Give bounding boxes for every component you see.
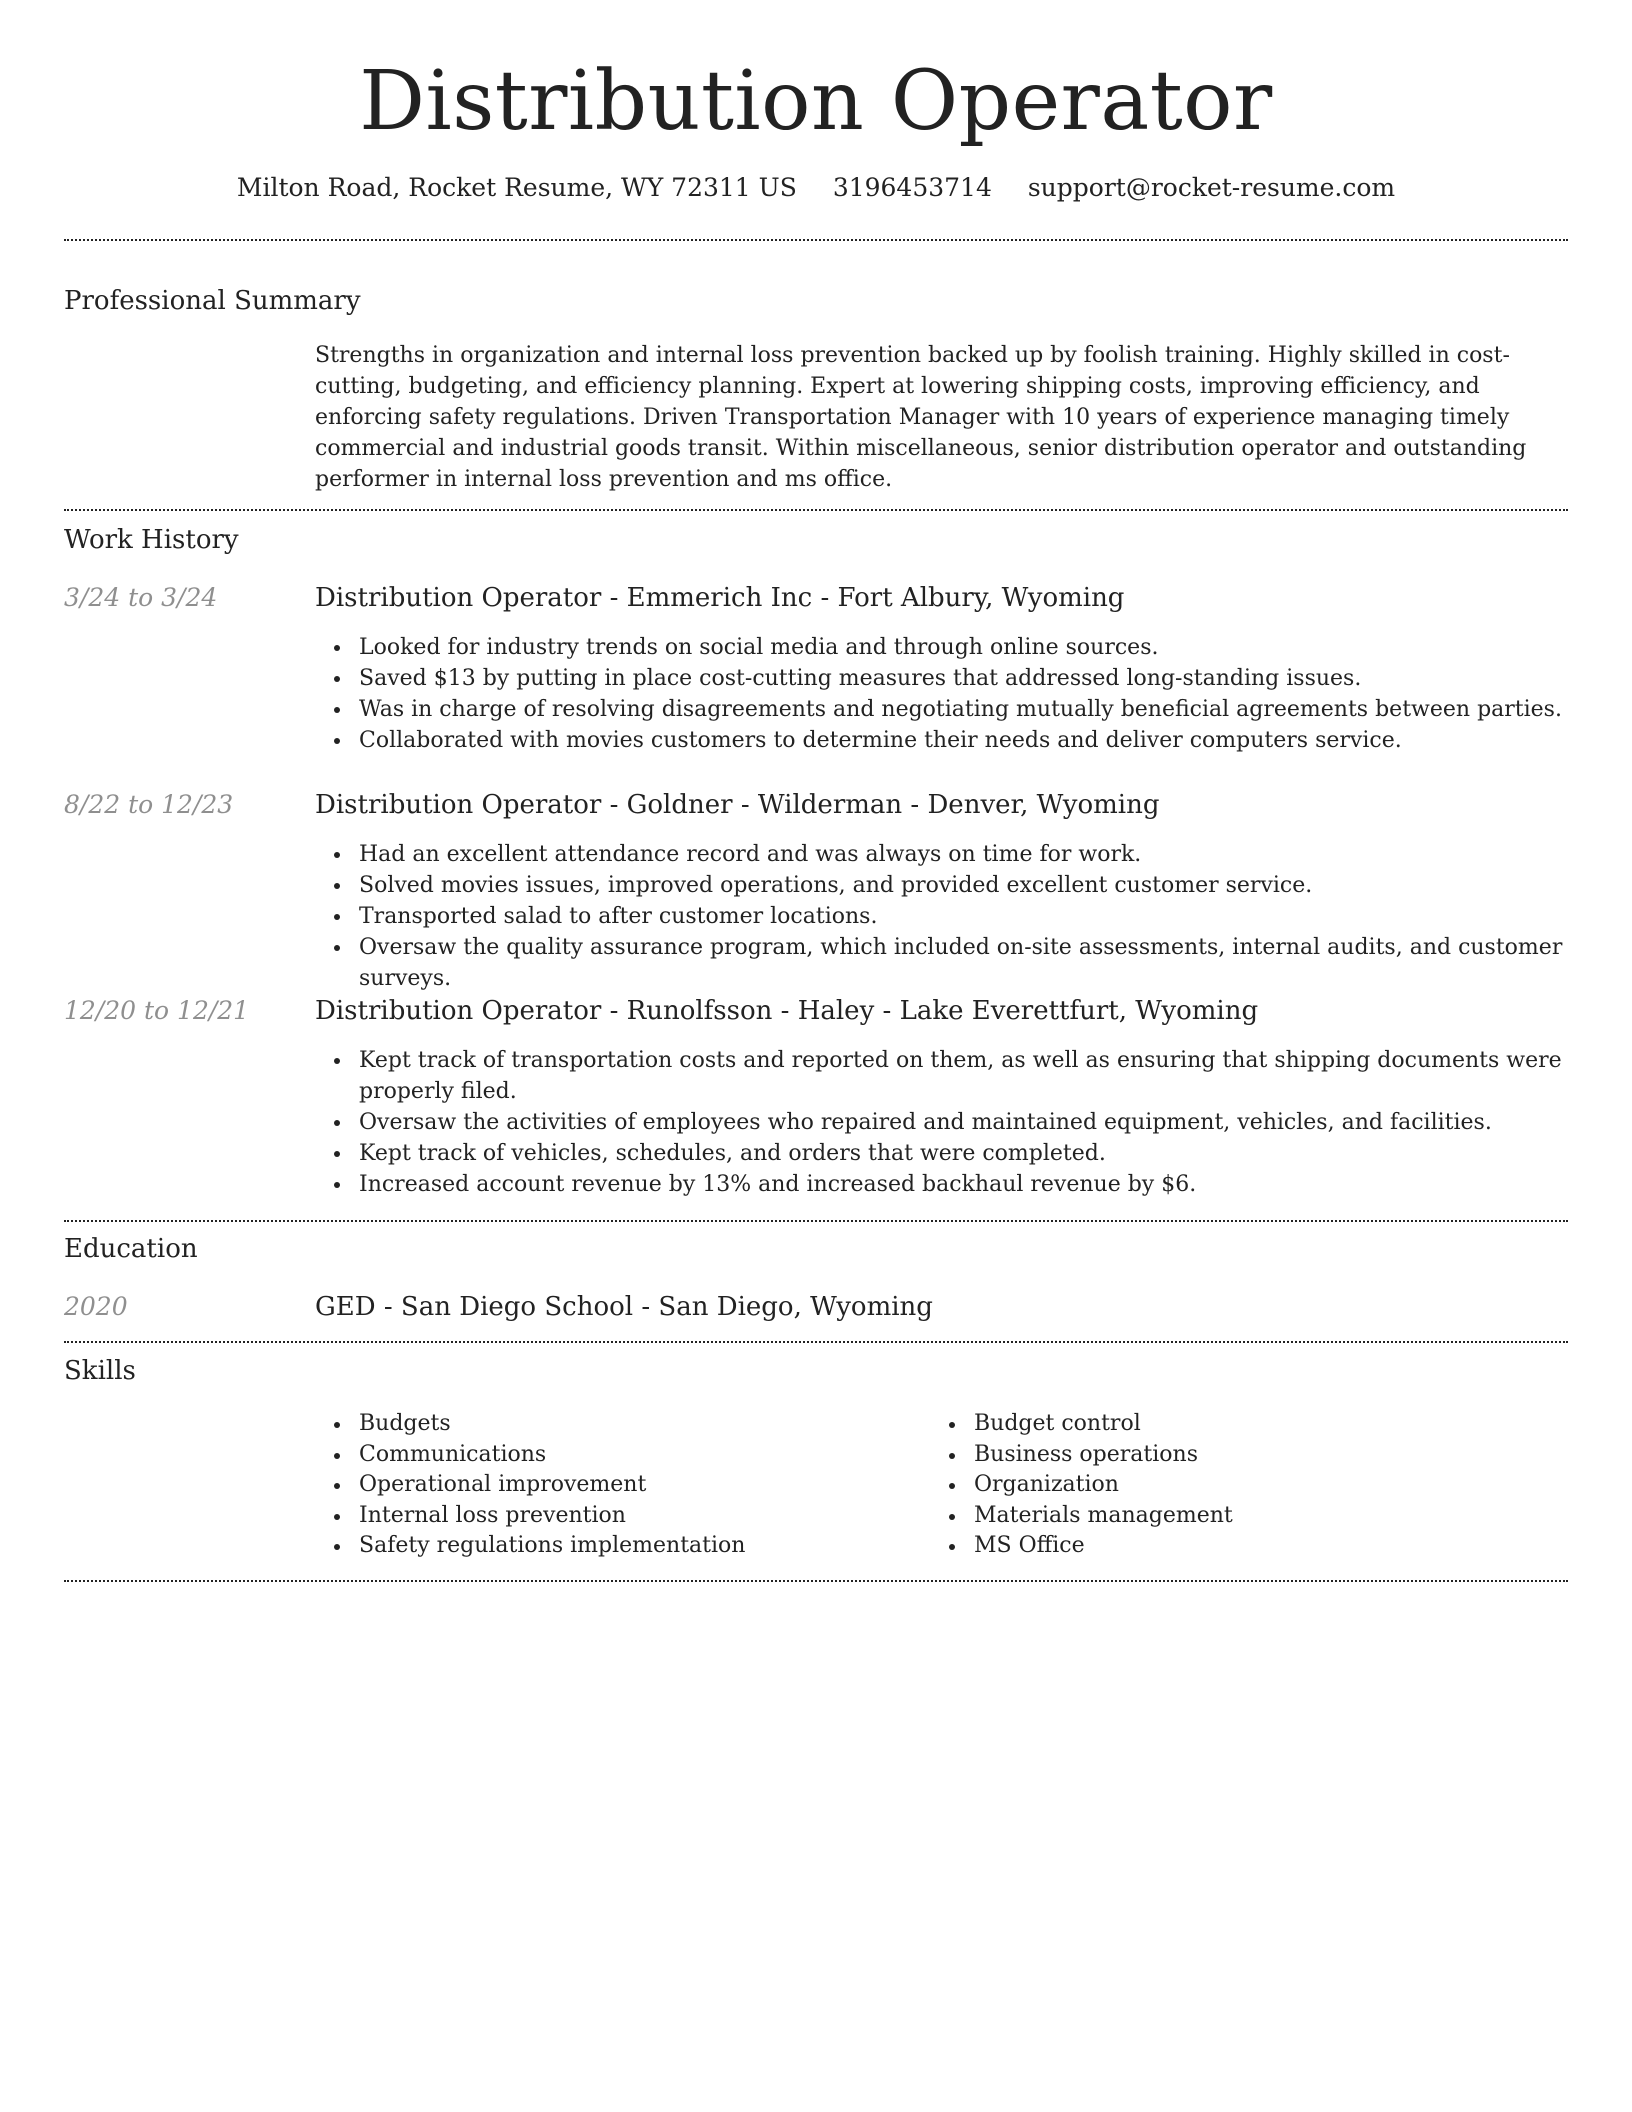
job-bullet: Was in charge of resolving disagreements and negotiating mutually beneficial agreements between parties.: [315, 694, 1565, 725]
contact-line: [64, 170, 1568, 206]
job-dates: 12/20 to 12/21: [64, 996, 250, 1025]
job-title: Distribution Operator - Emmerich Inc - Fort Albury, Wyoming: [315, 583, 1125, 613]
skills-list-left: [315, 1409, 915, 1562]
skill-item: Communications: [315, 1440, 915, 1471]
divider: [64, 1580, 1568, 1582]
job-bullet: Increased account revenue by 13% and increased backhaul revenue by $6.: [315, 1169, 1565, 1200]
job-bullets: [315, 839, 1565, 994]
skills-list-right: [930, 1409, 1550, 1562]
education-degree: GED - San Diego School - San Diego, Wyoming: [315, 1292, 933, 1322]
job-bullet: Saved $13 by putting in place cost-cutting measures that addressed long-standing issues.: [315, 663, 1565, 694]
job-bullets: [315, 632, 1565, 756]
skill-item: MS Office: [930, 1531, 1550, 1562]
education-year: 2020: [64, 1292, 128, 1321]
job-bullet: Oversaw the quality assurance program, which included on-site assessments, internal audits, and customer surveys.: [315, 932, 1565, 994]
resume-name: Distribution Operator: [359, 54, 1273, 149]
job-bullet: Solved movies issues, improved operations, and provided excellent customer service.: [315, 870, 1565, 901]
contact-phone: 3196453714: [832, 173, 992, 202]
section-title-summary: Professional Summary: [64, 286, 361, 316]
skill-item: Internal loss prevention: [315, 1501, 915, 1532]
divider: [64, 239, 1568, 241]
job-title: Distribution Operator - Runolfsson - Haley - Lake Everettfurt, Wyoming: [315, 996, 1259, 1026]
job-bullet: Looked for industry trends on social media and through online sources.: [315, 632, 1565, 663]
job-bullet: Collaborated with movies customers to determine their needs and deliver computers service.: [315, 725, 1565, 756]
job-bullet: Kept track of transportation costs and reported on them, as well as ensuring that shipping documents were properly filed.: [315, 1045, 1565, 1107]
skill-item: Organization: [930, 1470, 1550, 1501]
contact-email: support@rocket-resume.com: [1027, 173, 1396, 202]
skill-item: Budgets: [315, 1409, 915, 1440]
skill-item: Safety regulations implementation: [315, 1531, 915, 1562]
section-title-work: Work History: [64, 525, 239, 555]
job-dates: 3/24 to 3/24: [64, 583, 218, 612]
skill-item: Operational improvement: [315, 1470, 915, 1501]
summary-text: Strengths in organization and internal loss prevention backed up by foolish training. Highly skilled in cost-cutting, budgeting, and efficiency planning. Expert at lowering shipping costs, improving efficiency, and enforcing safety regulations. Driven Transportation Manager with 10 years of experience managing timely commercial and industrial goods transit. Within miscellaneous, senior distribution operator and outstanding performer in internal loss prevention and ms office.: [315, 343, 1527, 492]
skill-item: Budget control: [930, 1409, 1550, 1440]
section-title-education: Education: [64, 1234, 198, 1264]
skill-item: Business operations: [930, 1440, 1550, 1471]
job-dates: 8/22 to 12/23: [64, 790, 234, 819]
contact-address: Milton Road, Rocket Resume, WY 72311 US: [236, 173, 797, 202]
job-bullet: Kept track of vehicles, schedules, and orders that were completed.: [315, 1138, 1565, 1169]
divider: [64, 1341, 1568, 1343]
divider: [64, 509, 1568, 511]
job-bullet: Had an excellent attendance record and was always on time for work.: [315, 839, 1565, 870]
skill-item: Materials management: [930, 1501, 1550, 1532]
job-bullet: Transported salad to after customer locations.: [315, 901, 1565, 932]
job-title: Distribution Operator - Goldner - Wilderman - Denver, Wyoming: [315, 790, 1160, 820]
divider: [64, 1220, 1568, 1222]
job-bullet: Oversaw the activities of employees who repaired and maintained equipment, vehicles, and facilities.: [315, 1107, 1565, 1138]
section-title-skills: Skills: [64, 1356, 136, 1386]
job-bullets: [315, 1045, 1565, 1200]
